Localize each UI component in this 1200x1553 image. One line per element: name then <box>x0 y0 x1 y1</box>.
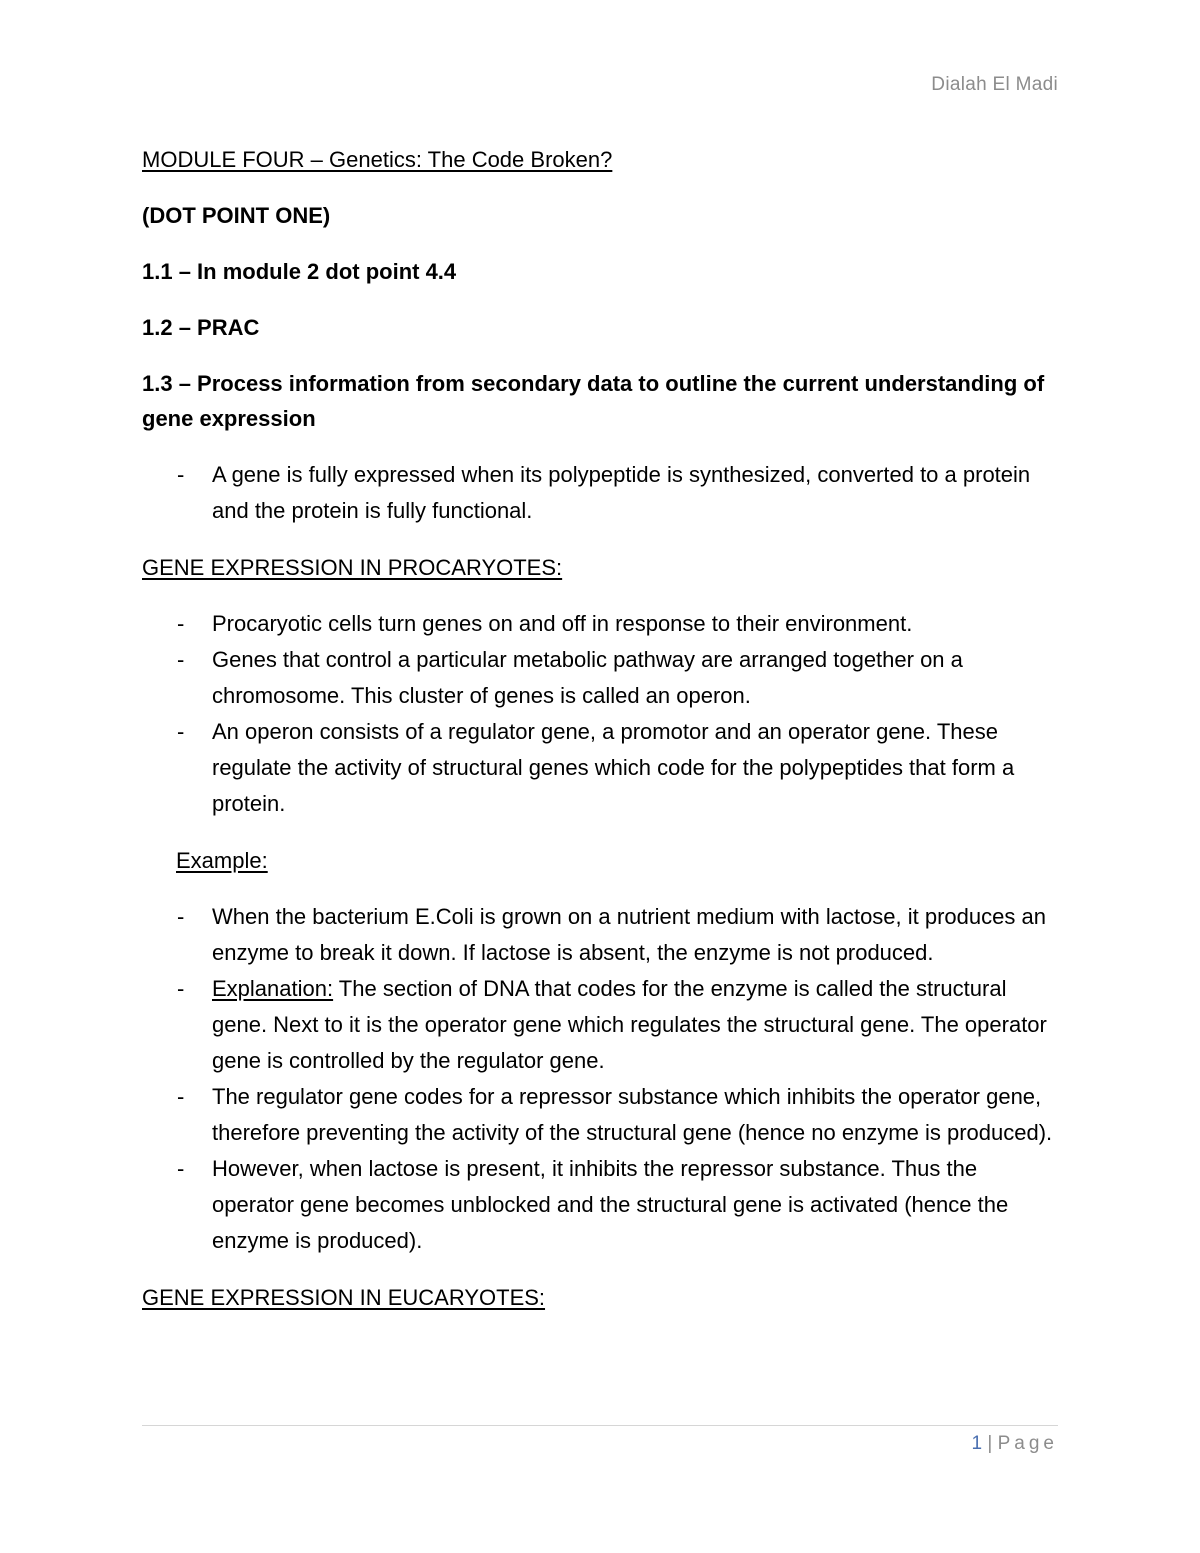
dash-bullet: - <box>177 719 185 744</box>
dash-bullet: - <box>177 1084 185 1109</box>
page-number: 1 <box>971 1433 983 1454</box>
section-1-1: 1.1 – In module 2 dot point 4.4 <box>142 259 457 284</box>
list-item <box>142 1151 1062 1259</box>
dot-point-heading: (DOT POINT ONE) <box>142 203 331 228</box>
list-item <box>142 899 1062 971</box>
section-1-2: 1.2 – PRAC <box>142 315 260 340</box>
list-item <box>142 642 1062 714</box>
list-item-text: A gene is fully expressed when its polypeptide is synthesized, converted to a protein and the protein is fully functional. <box>212 462 1031 523</box>
procaryotes-heading: GENE EXPRESSION IN PROCARYOTES: <box>142 555 563 580</box>
dash-bullet: - <box>177 976 185 1001</box>
module-title: MODULE FOUR – Genetics: The Code Broken? <box>142 147 613 172</box>
dash-bullet: - <box>177 462 185 487</box>
example-heading: Example: <box>176 848 268 873</box>
list-item-text: When the bacterium E.Coli is grown on a nutrient medium with lactose, it produces an enzyme to break it down. If lactose is absent, the enzyme is not produced. <box>212 904 1046 965</box>
dash-bullet: - <box>177 611 185 636</box>
list-item <box>142 971 1062 1079</box>
document-body <box>142 142 1062 1336</box>
gene-expression-list <box>142 457 1062 529</box>
explanation-text: The section of DNA that codes for the enzyme is called the structural gene. Next to it is the operator gene which regulates the structural gene. The operator gene is controlled by the regulator gene. <box>212 976 1047 1073</box>
dash-bullet: - <box>177 647 185 672</box>
footer-separator: | <box>982 1433 998 1454</box>
footer-divider <box>142 1425 1058 1426</box>
list-item <box>142 714 1062 822</box>
list-item-text: The regulator gene codes for a repressor substance which inhibits the operator gene, therefore preventing the activity of the structural gene (hence no enzyme is produced). <box>212 1084 1053 1145</box>
list-item-text: Genes that control a particular metabolic pathway are arranged together on a chromosome. This cluster of genes is called an operon. <box>212 647 963 708</box>
list-item <box>142 457 1062 529</box>
page-footer <box>972 1433 1058 1455</box>
list-item <box>142 606 1062 642</box>
section-1-3: 1.3 – Process information from secondary data to outline the current understanding of gene expression <box>142 371 1045 431</box>
dash-bullet: - <box>177 904 185 929</box>
list-item <box>142 1079 1062 1151</box>
example-list <box>142 899 1062 1259</box>
procaryotes-list <box>142 606 1062 822</box>
list-item-text: However, when lactose is present, it inhibits the repressor substance. Thus the operator gene becomes unblocked and the structural gene is activated (hence the enzyme is produced). <box>212 1156 1009 1253</box>
list-item-text: An operon consists of a regulator gene, a promotor and an operator gene. These regulate the activity of structural genes which code for the polypeptides that form a protein. <box>212 719 1015 816</box>
eucaryotes-heading: GENE EXPRESSION IN EUCARYOTES: <box>142 1285 546 1310</box>
list-item-text: Procaryotic cells turn genes on and off in response to their environment. <box>212 611 913 636</box>
explanation-label: Explanation: <box>212 976 334 1001</box>
header-author: Dialah El Madi <box>931 74 1058 95</box>
page-label: Page <box>997 1433 1058 1454</box>
dash-bullet: - <box>177 1156 185 1181</box>
